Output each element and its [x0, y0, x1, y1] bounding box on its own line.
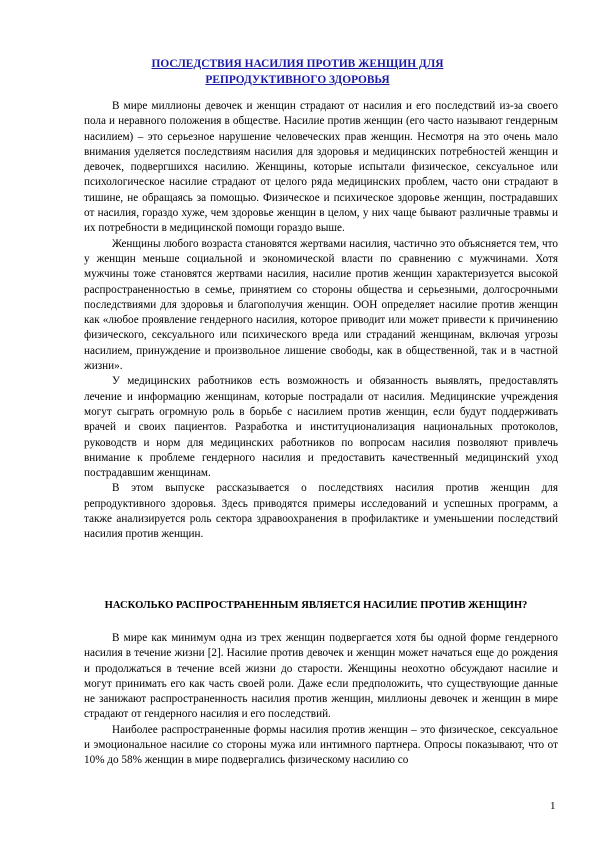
section-heading: НАСКОЛЬКО РАСПРОСТРАНЕННЫМ ЯВЛЯЕТСЯ НАСИЛИЕ ПРОТИВ ЖЕНЩИН? [104, 600, 528, 611]
paragraph: У медицинских работников есть возможность и обязанность выявлять, предоставлять лечение и информацию женщинам, которые пострадали от насилия. Медицинские учреждения могут сыграть огромную роль в борьбе с насилием против женщин, если будут поддерживать врачей и своих пациентов. Разработка и институционализация национальных протоколов, руководств и норм для медицинских работников по вопросам насилия позволяют привлечь внимание к проблеме гендерного насилия и предоставить качественный медицинский уход пострадавшим женщинам. [84, 375, 558, 480]
paragraph: Женщины любого возраста становятся жертвами насилия, частично это объясняется тем, что у женщин меньше социальной и экономической власти по сравнению с мужчинами. Хотя мужчины тоже становятся жертвами насилия, насилие против женщин характеризуется высокой распространенностью в семье, принятием со стороны общества и серьезными, долгосрочными последствиями для здоровья и благополучия женщин. ООН определяет насилие против женщин как «любое проявление гендерного насилия, которое приводит или может привести к причинению физического, сексуального или психического вреда или страданий женщинам, включая угрозы насилием, принуждение и произвольное лишение свободы, как в общественной, так и в частной жизни». [84, 237, 558, 373]
paragraph: В мире как минимум одна из трех женщин подвергается хотя бы одной форме гендерного насилия в течение жизни [2]. Насилие против девочек и женщин может начаться еще до рождения и продолжаться в течение всей жизни до старости. Женщины неохотно обсуждают насилие и могут принимать его как часть своей роли. Даже если предположить, что существующие данные не занижают распространенность насилия против женщин, миллионы девочек и женщин в мире страдают от гендерного насилия и его последствий. [84, 632, 558, 721]
title-line-1: ПОСЛЕДСТВИЯ НАСИЛИЯ ПРОТИВ ЖЕНЩИН ДЛЯ [151, 58, 444, 70]
title-line-2: РЕПРОДУКТИВНОГО ЗДОРОВЬЯ [205, 74, 390, 86]
paragraph: Наиболее распространенные формы насилия против женщин – это физическое, сексуальное и эмоциональное насилие со стороны мужа или интимного партнера. Опросы показывают, что от 10% до 58% женщин в мире подвергались физическому насилию со [84, 723, 558, 767]
document-title [60, 56, 535, 88]
page-number: 1 [550, 800, 556, 812]
paragraph: В этом выпуске рассказывается о последствиях насилия против женщин для репродуктивного здоровья. Здесь приводятся примеры исследований и успешных программ, а также анализируется роль сектора здравоохранения в профилактике и уменьшении последствий насилия против женщин. [84, 482, 558, 541]
prevalence-section [84, 631, 558, 769]
paragraph: В мире миллионы девочек и женщин страдают от насилия и его последствий из-за своего пола и неравного положения в обществе. Насилие против женщин (его часто называют гендерным насилием) – это серьезное нарушение человеческих прав женщин. Несмотря на это очень мало внимания уделяется последствиям насилия для здоровья и медицинских потребностей женщин и девочек, подвергшихся насилию. Женщины, которые испытали физическое, сексуальное или психологическое насилие страдают от целого ряда медицинских проблем, часто они страдают в тишине, не обращаясь за помощью. Физическое и психическое здоровье женщин, пострадавших от насилия, гораздо хуже, чем здоровье женщин в целом, у них чаще бывают различные травмы и их потребности в медицинской помощи гораздо выше. [84, 100, 558, 235]
intro-section [84, 99, 558, 543]
